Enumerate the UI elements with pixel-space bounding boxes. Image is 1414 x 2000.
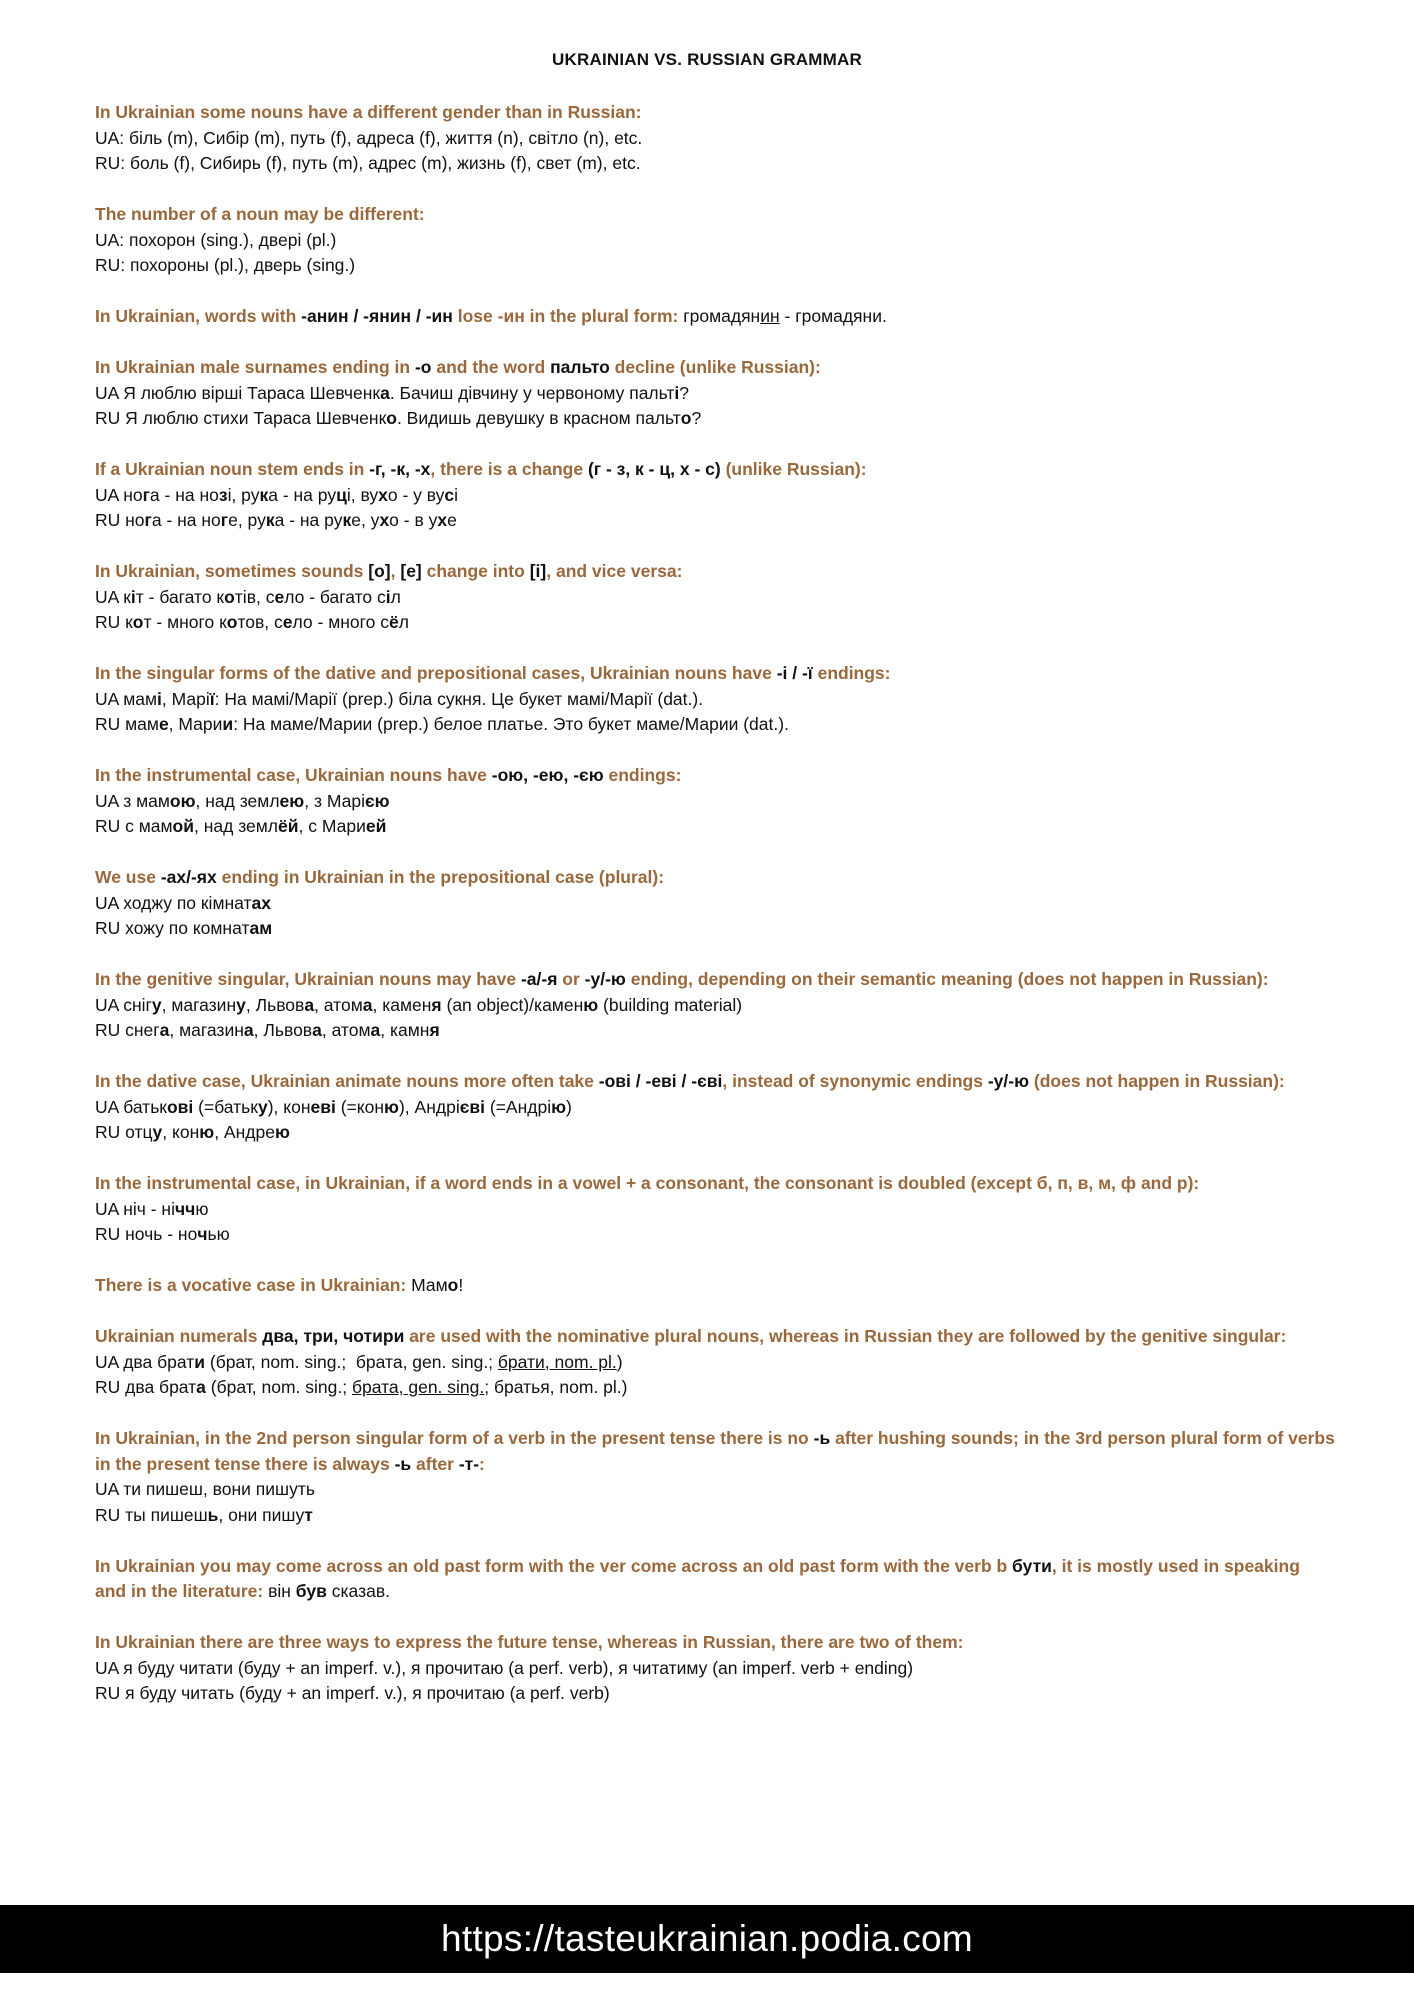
bold-text: г bbox=[142, 484, 150, 505]
text-run: , з Марі bbox=[304, 790, 365, 811]
bold-text: і bbox=[385, 586, 391, 607]
text-run: . Видишь девушку в красном пальт bbox=[396, 408, 681, 428]
text-run: Мам bbox=[411, 1275, 448, 1295]
text-run: RU ночь - но bbox=[95, 1224, 198, 1244]
bold-text: чч bbox=[174, 1198, 196, 1219]
text-run: , над земл bbox=[194, 816, 278, 836]
example-line bbox=[95, 1477, 1335, 1503]
example-line bbox=[95, 228, 1335, 254]
bold-text: о bbox=[447, 1275, 459, 1295]
bold-text: ц bbox=[336, 484, 347, 505]
text-run: RU: боль (f), Сибирь (f), путь (m), адрес (m), жизнь (f), свет (m), etc. bbox=[95, 153, 641, 173]
text-run: , магазин bbox=[161, 994, 237, 1015]
text-run: RU но bbox=[95, 510, 145, 530]
text-run: , кон bbox=[162, 1122, 200, 1142]
text-run: UA я буду читати (буду + an imperf. v.), я прочитаю (a perf. verb), я читатиму (an imperf. verb + ending) bbox=[95, 1657, 914, 1678]
bold-text: у bbox=[257, 1096, 268, 1117]
bold-text: ей bbox=[365, 816, 387, 836]
section-heading bbox=[95, 1426, 1340, 1477]
text-run: , there is a change bbox=[430, 459, 588, 479]
bold-text: а bbox=[312, 1020, 322, 1040]
section-heading bbox=[95, 1324, 1335, 1350]
text-run: RU с мам bbox=[95, 816, 173, 836]
example-line bbox=[95, 381, 1335, 407]
text-run: In Ukrainian male surnames ending in bbox=[95, 357, 415, 377]
example-line bbox=[95, 916, 1335, 942]
bold-text: бути bbox=[1012, 1555, 1052, 1576]
section-heading bbox=[95, 1069, 1335, 1095]
bold-text: х bbox=[437, 510, 448, 530]
text-run: RU хожу по комнат bbox=[95, 918, 250, 938]
text-run: ) bbox=[566, 1096, 572, 1117]
text-run: UA: біль (m), Сибір (m), путь (f), адреса (f), життя (n), світло (n), etc. bbox=[95, 127, 643, 148]
bold-text: ой bbox=[172, 816, 194, 836]
text-run: RU мам bbox=[95, 714, 159, 734]
text-run: він bbox=[268, 1581, 296, 1601]
bold-text: ові bbox=[166, 1096, 194, 1117]
example-line bbox=[95, 1375, 1335, 1401]
bold-text: і bbox=[157, 688, 162, 709]
example-line bbox=[95, 406, 1335, 432]
text-run: е, у bbox=[351, 510, 380, 530]
bold-text: о bbox=[224, 586, 235, 607]
grammar-section bbox=[95, 457, 1335, 534]
text-run: е, ру bbox=[228, 510, 266, 530]
grammar-section bbox=[95, 661, 1335, 738]
text-run: ! bbox=[458, 1275, 464, 1295]
text-run: а - на ру bbox=[268, 484, 337, 505]
bold-text: -ові / -еві / -єві bbox=[598, 1071, 723, 1091]
text-run: (does not happen in Russian): bbox=[1029, 1071, 1285, 1091]
text-run: In the instrumental case, in Ukrainian, if a word ends in a vowel + a consonant, the consonant is doubled (except б, п, в, м, ф and р): bbox=[95, 1173, 1200, 1193]
bold-text: пальто bbox=[550, 357, 610, 377]
text-run: , it is mostly used in speaking and in the literature: bbox=[95, 1555, 1305, 1601]
text-run: , and vice versa: bbox=[546, 561, 683, 581]
section-heading bbox=[95, 202, 1335, 228]
bold-text: ю bbox=[551, 1096, 567, 1117]
bold-text: у bbox=[152, 1122, 163, 1142]
bold-text: ам bbox=[249, 918, 273, 938]
text-run: Ukrainian numerals bbox=[95, 1326, 263, 1346]
text-run: UA батьк bbox=[95, 1096, 167, 1117]
example-line bbox=[95, 1503, 1335, 1529]
text-run: а - на ру bbox=[274, 510, 343, 530]
bold-text: х bbox=[379, 510, 390, 530]
text-run: , Андре bbox=[214, 1122, 275, 1142]
bold-text: я bbox=[431, 994, 442, 1015]
text-run: In Ukrainian you may come across an old past form with the ver come across an old past form with the verb b bbox=[95, 1555, 1013, 1576]
bold-text: -г, -к, -х bbox=[369, 459, 431, 479]
bold-text: єві bbox=[459, 1096, 486, 1117]
bold-text: о bbox=[386, 408, 397, 428]
text-run: (building material) bbox=[598, 994, 743, 1015]
text-run: (=Андрі bbox=[485, 1096, 552, 1117]
section-heading bbox=[95, 304, 1335, 330]
text-run: , с Мари bbox=[298, 816, 366, 836]
bold-text: о bbox=[132, 612, 144, 632]
text-run: , камн bbox=[380, 1020, 430, 1040]
bold-text: ах bbox=[251, 892, 271, 913]
text-run: т - багато к bbox=[135, 586, 225, 607]
text-run: after hushing sounds; in the 3rd person plural form of verbs in the present tense there is always bbox=[95, 1428, 1340, 1474]
bold-text: и bbox=[194, 1351, 205, 1372]
text-run: тов, с bbox=[237, 612, 283, 632]
example-line bbox=[95, 1656, 1335, 1682]
bold-text: і bbox=[674, 382, 680, 403]
text-run: ), кон bbox=[267, 1096, 311, 1117]
grammar-section bbox=[95, 1426, 1340, 1528]
example-line bbox=[95, 891, 1335, 917]
text-run: ), Андрі bbox=[398, 1096, 460, 1117]
bold-text: -т- bbox=[458, 1453, 480, 1474]
text-run: : На маме/Марии (prep.) белое платье. Это букет маме/Марии (dat.). bbox=[233, 714, 789, 734]
bold-text: е bbox=[274, 586, 285, 607]
bold-text: ю bbox=[274, 1122, 290, 1142]
bold-text: а bbox=[380, 382, 390, 403]
text-run: (брат, nom. sing.; bbox=[205, 1377, 352, 1397]
underlined-text: ин bbox=[760, 306, 780, 326]
text-run: RU к bbox=[95, 612, 133, 632]
text-run: , Львов bbox=[245, 994, 305, 1015]
text-run: ending in Ukrainian in the prepositional case (plural): bbox=[216, 867, 665, 887]
text-run: In Ukrainian, in the 2nd person singular form of a verb in the present tense there is no bbox=[95, 1428, 814, 1448]
text-run: UA сніг bbox=[95, 994, 152, 1015]
text-run: The number of a noun may be different: bbox=[95, 204, 425, 224]
section-heading bbox=[95, 661, 1335, 687]
text-run: , камен bbox=[372, 994, 432, 1015]
bold-text: а bbox=[243, 1020, 254, 1040]
bold-text: и bbox=[222, 714, 234, 734]
text-run: ью bbox=[207, 1224, 230, 1244]
text-run: UA з мам bbox=[95, 790, 170, 811]
text-run: RU ты пишеш bbox=[95, 1504, 208, 1525]
bold-text: о bbox=[226, 612, 238, 632]
section-heading bbox=[95, 1554, 1335, 1605]
text-run: In the instrumental case, Ukrainian nouns have bbox=[95, 765, 492, 785]
grammar-section bbox=[95, 865, 1335, 942]
example-line bbox=[95, 1197, 1335, 1223]
bold-text: ею bbox=[279, 790, 305, 811]
text-run: о - у ву bbox=[387, 484, 445, 505]
grammar-section bbox=[95, 1171, 1335, 1248]
section-heading bbox=[95, 100, 1335, 126]
bold-text: у bbox=[236, 994, 246, 1015]
text-run: л bbox=[390, 586, 401, 607]
text-run: ) bbox=[616, 1351, 623, 1372]
text-run: , атом bbox=[321, 1020, 371, 1040]
example-line bbox=[95, 610, 1335, 636]
text-run: і, ву bbox=[346, 484, 379, 505]
section-heading bbox=[95, 559, 1335, 585]
text-run: UA ходжу по кімнат bbox=[95, 892, 252, 913]
bold-text: ё bbox=[388, 612, 399, 632]
text-run: , атом bbox=[314, 994, 363, 1015]
bold-text: -анин / -янин / -ин bbox=[301, 306, 453, 326]
bold-text: ою bbox=[169, 790, 196, 811]
text-run: (брат, nom. sing.; брата, gen. sing.; bbox=[205, 1351, 498, 1372]
text-run: In the dative case, Ukrainian animate nouns more often take bbox=[95, 1071, 599, 1091]
grammar-section bbox=[95, 559, 1335, 636]
text-run: RU снег bbox=[95, 1020, 160, 1040]
example-line bbox=[95, 508, 1335, 534]
bold-text: а bbox=[362, 994, 373, 1015]
text-run: (=кон bbox=[335, 1096, 385, 1117]
bold-text: -ь bbox=[813, 1428, 831, 1448]
text-run: ло - багато с bbox=[284, 586, 386, 607]
bold-text: -а/-я bbox=[520, 969, 558, 989]
example-line bbox=[95, 483, 1335, 509]
bold-text: єю bbox=[364, 790, 390, 811]
bold-text: е bbox=[158, 714, 169, 734]
bold-text: г bbox=[144, 510, 152, 530]
bold-text: (г - з, к - ц, х - с) bbox=[587, 459, 721, 479]
grammar-section bbox=[95, 967, 1335, 1044]
example-line bbox=[95, 1018, 1335, 1044]
bold-text: е bbox=[282, 612, 293, 632]
text-run: UA мам bbox=[95, 688, 158, 709]
bold-text: був bbox=[295, 1581, 327, 1601]
bold-text: [о] bbox=[368, 561, 391, 581]
text-run: UA ти пишеш, вони пишуть bbox=[95, 1479, 315, 1499]
example-line bbox=[95, 1350, 1335, 1376]
example-line bbox=[95, 1095, 1335, 1121]
example-line bbox=[95, 253, 1335, 279]
bold-text: ю bbox=[199, 1122, 215, 1142]
text-run: - громадяни. bbox=[779, 306, 887, 326]
text-run: і, ру bbox=[227, 484, 260, 505]
text-run: а - на но bbox=[149, 484, 219, 505]
example-line bbox=[95, 151, 1335, 177]
text-run: RU: похороны (pl.), дверь (sing.) bbox=[95, 255, 356, 275]
bold-text: ю bbox=[583, 994, 599, 1015]
text-run: In the singular forms of the dative and prepositional cases, Ukrainian nouns have bbox=[95, 663, 777, 683]
bold-text: ї bbox=[209, 688, 215, 709]
text-run: are used with the nominative plural nouns, whereas in Russian they are followed by the genitive singular: bbox=[404, 1326, 1287, 1346]
bold-text: два, три, чотири bbox=[262, 1326, 405, 1346]
section-heading bbox=[95, 457, 1335, 483]
underlined-text: брати, nom. pl. bbox=[497, 1351, 617, 1372]
text-run: endings: bbox=[603, 765, 682, 785]
text-run: ю bbox=[195, 1198, 209, 1219]
text-run: We use bbox=[95, 867, 161, 887]
grammar-section bbox=[95, 100, 1335, 177]
example-line bbox=[95, 993, 1335, 1019]
section-heading bbox=[95, 967, 1335, 993]
text-run: UA: похорон (sing.), двері (pl.) bbox=[95, 229, 337, 250]
bold-text: -ах/-ях bbox=[160, 867, 217, 887]
bold-text: ь bbox=[207, 1504, 219, 1525]
bold-text: а bbox=[370, 1020, 381, 1040]
text-run: lose -ин in the plural form: bbox=[452, 306, 684, 326]
bold-text: к bbox=[265, 510, 275, 530]
bold-text: -у/-ю bbox=[987, 1071, 1030, 1091]
text-run: е bbox=[447, 510, 457, 530]
example-line bbox=[95, 1120, 1335, 1146]
bold-text: с bbox=[444, 484, 455, 505]
text-run: ? bbox=[679, 382, 690, 403]
grammar-section bbox=[95, 1069, 1335, 1146]
bold-text: к bbox=[259, 484, 269, 505]
grammar-section bbox=[95, 1324, 1335, 1401]
text-run: (an object)/камен bbox=[441, 994, 584, 1015]
example-line bbox=[95, 585, 1335, 611]
section-heading bbox=[95, 1273, 1335, 1299]
text-run: UA но bbox=[95, 484, 143, 505]
bold-text: еві bbox=[310, 1096, 336, 1117]
text-run: сказав. bbox=[326, 1581, 390, 1601]
bold-text: -ою, -ею, -єю bbox=[491, 765, 604, 785]
text-run: In Ukrainian, sometimes sounds bbox=[95, 561, 369, 581]
bold-text: к bbox=[342, 510, 352, 530]
footer-url-link[interactable]: https://tasteukrainian.podia.com bbox=[440, 1918, 973, 1959]
bold-text: х bbox=[378, 484, 388, 505]
underlined-text: брата, gen. sing. bbox=[351, 1377, 485, 1397]
footer-banner bbox=[0, 1905, 1414, 1973]
section-heading bbox=[95, 763, 1335, 789]
bold-text: а bbox=[196, 1377, 206, 1397]
bold-text: а bbox=[304, 994, 315, 1015]
text-run: , они пишу bbox=[218, 1504, 305, 1525]
grammar-section bbox=[95, 763, 1335, 840]
text-run: UA Я люблю вірші Тараса Шевченк bbox=[95, 382, 381, 403]
bold-text: -ь bbox=[394, 1453, 412, 1474]
text-run: тів, с bbox=[234, 586, 275, 607]
text-run: , над земл bbox=[195, 790, 280, 811]
text-run: о - в у bbox=[389, 510, 438, 530]
example-line bbox=[95, 1222, 1335, 1248]
bold-text: [і] bbox=[529, 561, 547, 581]
section-heading bbox=[95, 355, 1335, 381]
text-run: UA ніч - ні bbox=[95, 1198, 175, 1219]
text-run: UA два брат bbox=[95, 1351, 195, 1372]
text-run: , Львов bbox=[253, 1020, 313, 1040]
example-line bbox=[95, 814, 1335, 840]
text-run: or bbox=[557, 969, 585, 989]
text-run: If a Ukrainian noun stem ends in bbox=[95, 459, 370, 479]
bold-text: і bbox=[130, 586, 136, 607]
text-run: (=батьк bbox=[193, 1096, 258, 1117]
grammar-section bbox=[95, 1630, 1335, 1707]
text-run: ? bbox=[691, 408, 702, 428]
example-line bbox=[95, 687, 1335, 713]
text-run: л bbox=[398, 612, 409, 632]
text-run: ; братья, nom. pl.) bbox=[484, 1377, 628, 1397]
text-run: In Ukrainian there are three ways to express the future tense, whereas in Russian, there are two of them: bbox=[95, 1632, 964, 1652]
bold-text: т bbox=[304, 1504, 313, 1525]
text-run: ло - много с bbox=[292, 612, 389, 632]
text-run: . Бачиш дівчину у червоному пальт bbox=[389, 382, 675, 403]
text-run: т - много к bbox=[143, 612, 227, 632]
bold-text: -у/-ю bbox=[584, 969, 626, 989]
text-run: : На мамі/Марії (prep.) біла сукня. Це букет мамі/Марії (dat.). bbox=[214, 688, 704, 709]
grammar-section bbox=[95, 355, 1335, 432]
bold-text: а bbox=[159, 1020, 170, 1040]
text-run: RU я буду читать (буду + an imperf. v.), я прочитаю (a perf. verb) bbox=[95, 1683, 610, 1703]
text-run: , instead of synonymic endings bbox=[722, 1071, 988, 1091]
text-run: , Марі bbox=[161, 688, 210, 709]
text-run: and the word bbox=[431, 357, 551, 377]
text-run: RU отц bbox=[95, 1122, 153, 1142]
section-heading bbox=[95, 1171, 1335, 1197]
bold-text: з bbox=[218, 484, 228, 505]
grammar-section bbox=[95, 1273, 1335, 1299]
text-run: decline (unlike Russian): bbox=[609, 357, 821, 377]
grammar-section bbox=[95, 304, 1335, 330]
section-heading bbox=[95, 865, 1335, 891]
text-run: , магазин bbox=[169, 1020, 244, 1040]
text-run: There is a vocative case in Ukrainian: bbox=[95, 1275, 412, 1295]
bold-text: ю bbox=[384, 1096, 399, 1117]
text-run: і bbox=[454, 484, 459, 505]
section-heading bbox=[95, 1630, 1335, 1656]
text-run: In Ukrainian some nouns have a different gender than in Russian: bbox=[95, 102, 642, 122]
text-run: RU Я люблю стихи Тараса Шевченк bbox=[95, 408, 387, 428]
grammar-section bbox=[95, 202, 1335, 279]
text-run: after bbox=[411, 1453, 459, 1474]
example-line bbox=[95, 1681, 1335, 1707]
bold-text: -о bbox=[414, 357, 432, 377]
bold-text: г bbox=[220, 510, 229, 530]
text-run: change into bbox=[421, 561, 530, 581]
text-run: UA к bbox=[95, 586, 131, 607]
text-run: endings: bbox=[812, 663, 891, 683]
text-run: ending, depending on their semantic meaning (does not happen in Russian): bbox=[625, 969, 1269, 989]
bold-text: о bbox=[680, 408, 692, 428]
text-run: а - на но bbox=[151, 510, 221, 530]
text-run: (unlike Russian): bbox=[720, 459, 867, 479]
bold-text: ч bbox=[197, 1224, 208, 1244]
bold-text: [е] bbox=[400, 561, 422, 581]
example-line bbox=[95, 789, 1335, 815]
text-run: RU два брат bbox=[95, 1377, 197, 1397]
page-title: UKRAINIAN VS. RUSSIAN GRAMMAR bbox=[552, 50, 862, 69]
bold-text: -і / -ї bbox=[776, 663, 813, 683]
text-run: , bbox=[390, 561, 401, 581]
text-run: : bbox=[479, 1453, 485, 1474]
bold-text: ёй bbox=[278, 816, 299, 836]
bold-text: у bbox=[151, 994, 162, 1015]
text-run: In Ukrainian, words with bbox=[95, 306, 302, 326]
text-run: громадян bbox=[683, 306, 761, 326]
text-run: , Мари bbox=[168, 714, 223, 734]
example-line bbox=[95, 126, 1335, 152]
grammar-section bbox=[95, 1554, 1335, 1605]
bold-text: я bbox=[429, 1020, 440, 1040]
text-run: In the genitive singular, Ukrainian nouns may have bbox=[95, 969, 521, 989]
example-line bbox=[95, 712, 1335, 738]
grammar-sections bbox=[95, 100, 1340, 1732]
